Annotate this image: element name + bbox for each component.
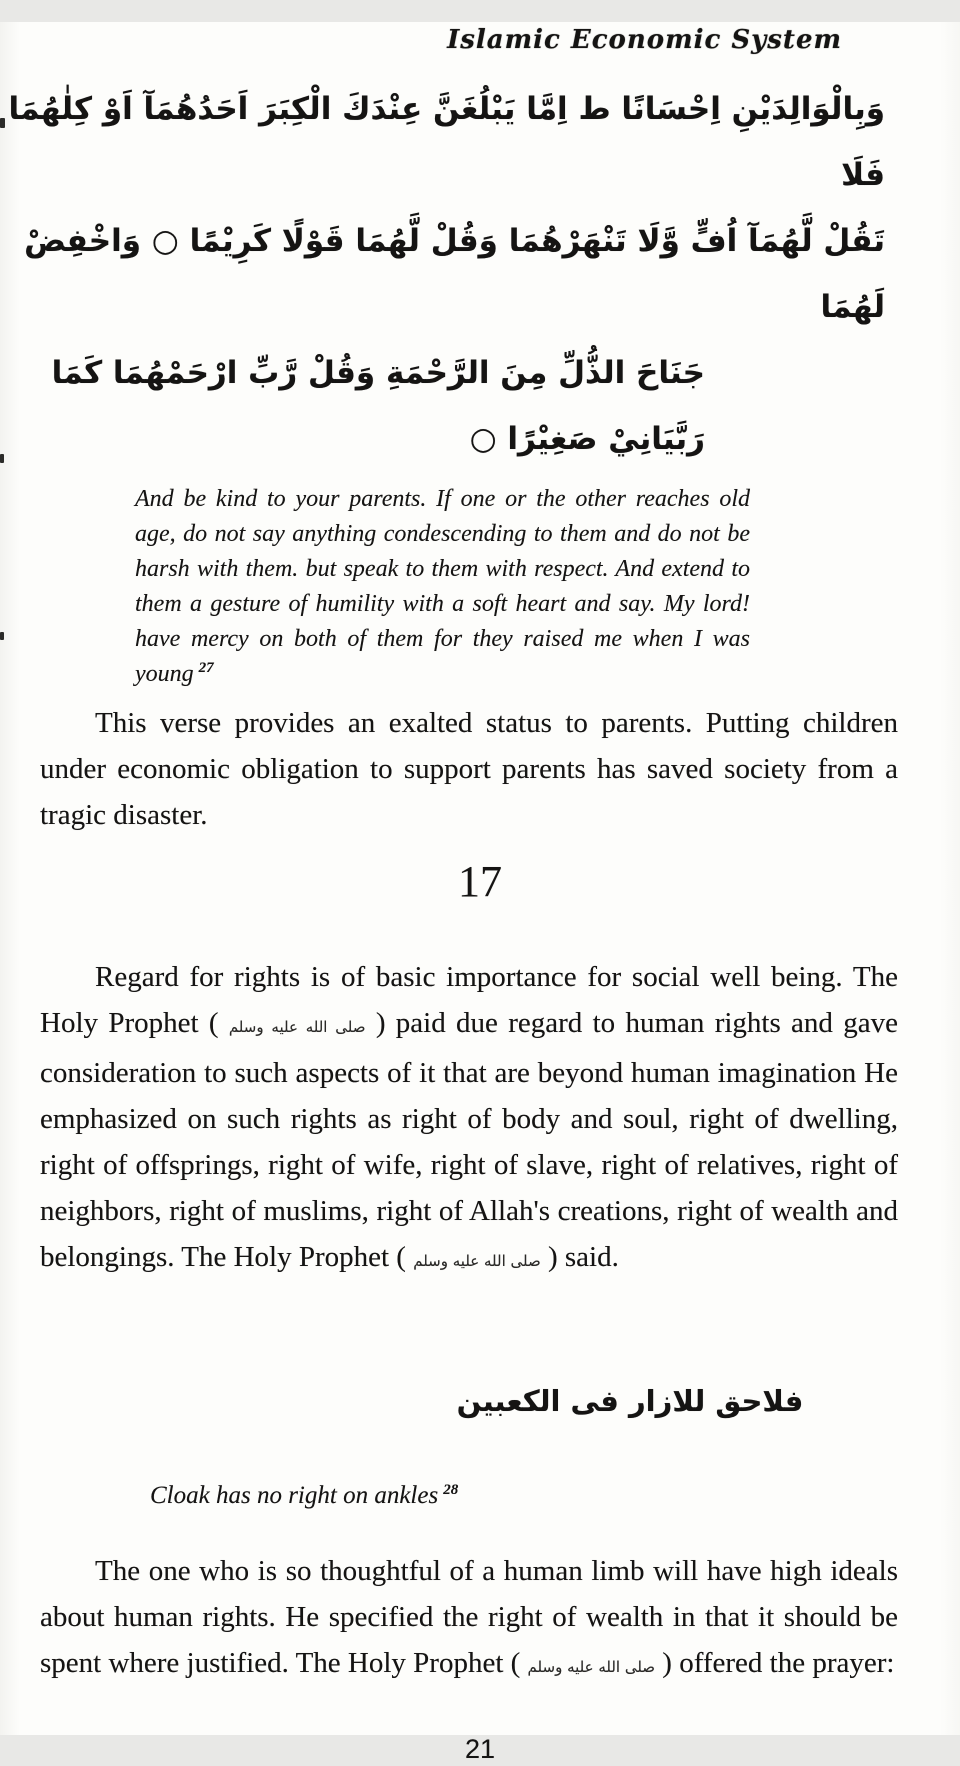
paragraph-wealth-text-1: The one who is so thoughtful of a human limb will have high ideals about human rights. He specified the right of wealth in that it should be spent where justified. The Holy Prophet ( — [40, 1555, 898, 1679]
arabic-honorific: صلى الله عليه وسلم — [228, 1018, 366, 1036]
footnote-ref-28: 28 — [443, 1481, 459, 1498]
quran-verse-line-3: جَنَاحَ الذُّلِّ مِنَ الرَّحْمَةِ وَقُلْ رَّبِّ ارْحَمْهُمَا كَمَا رَبَّيَانِيْ صَغِيْرًا ○ — [51, 355, 705, 457]
verse-translation-text: And be kind to your parents. If one or the other reaches old age, do not say anything condescending to them and do not be harsh with them. but speak to them with respect. And extend to them a gesture of humility with a soft heart and say. My lord! have mercy on both of them for they raised me when I was young — [135, 486, 750, 687]
scan-artifact — [0, 632, 4, 640]
quran-verse-block — [0, 76, 960, 472]
verse-translation — [135, 482, 750, 692]
running-header-title: Islamic Economic System — [447, 25, 842, 55]
paragraph-rights — [40, 954, 898, 1284]
quran-verse-line-2: تَقُلْ لَّهُمَآ اُفٍّ وَّلَا تَنْهَرْهُمَا وَقُلْ لَّهُمَا قَوْلًا كَرِيْمًا ○ وَاخْفِضْ لَهُمَا — [24, 223, 885, 325]
book-page — [0, 22, 960, 1764]
arabic-honorific: صلى الله عليه وسلم — [413, 1252, 541, 1270]
hadith-translation — [150, 1478, 960, 1514]
arabic-honorific: صلى الله عليه وسلم — [527, 1658, 656, 1676]
paragraph-rights-text-2: ) paid due regard to human rights and gave consideration to such aspects of it that are beyond human imagination He emphasized on such rights as right of body and soul, right of dwelling, right of offsprings, right of wife, right of slave, right of relatives, right of neighbors, right of muslims, right of Allah's creations, right of wealth and belongings. The Holy Prophet ( — [40, 1007, 898, 1273]
paragraph-wealth — [40, 1548, 898, 1690]
scan-artifact — [0, 454, 4, 463]
hadith-arabic: فلاحق للازار فى الكعبين — [456, 1384, 804, 1418]
footnote-ref-27: 27 — [198, 660, 214, 676]
hadith-translation-text: Cloak has no right on ankles — [150, 1482, 439, 1509]
paragraph-rights-text-3: ) said. — [540, 1241, 619, 1273]
paragraph-rights-text-1: Regard for rights is of basic importance for social well being. The Holy Prophet ( — [40, 961, 898, 1039]
section-heading-17: 17 — [458, 857, 502, 906]
scan-artifact — [0, 118, 5, 128]
page-number: 21 — [464, 1734, 496, 1764]
paragraph-wealth-text-2: ) offered the prayer: — [655, 1647, 895, 1679]
quran-verse-line-1: وَبِالْوَالِدَيْنِ اِحْسَانًا ط اِمَّا يَبْلُغَنَّ عِنْدَكَ الْكِبَرَ اَحَدُهُمَآ اَوْ كِلٰهُمَا فَلَا — [8, 91, 885, 193]
paragraph-commentary: This verse provides an exalted status to parents. Putting children under economic obligation to support parents has saved society from a tragic disaster. — [40, 707, 898, 831]
